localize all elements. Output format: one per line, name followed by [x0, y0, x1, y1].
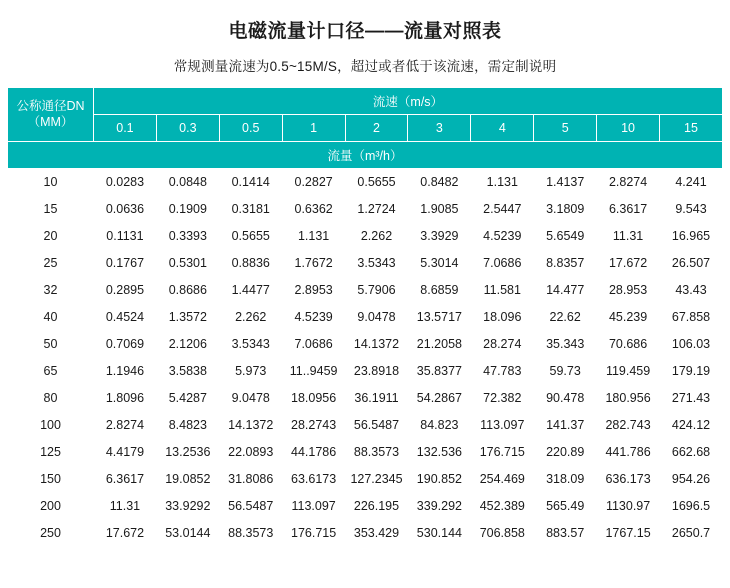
cell-flow: 1.4477 — [219, 277, 282, 304]
cell-flow: 353.429 — [345, 520, 408, 547]
cell-flow: 3.3929 — [408, 223, 471, 250]
cell-flow: 5.3014 — [408, 250, 471, 277]
cell-flow: 113.097 — [471, 412, 534, 439]
cell-flow: 14.477 — [534, 277, 597, 304]
cell-flow: 339.292 — [408, 493, 471, 520]
cell-flow: 0.2827 — [282, 169, 345, 196]
cell-flow: 530.144 — [408, 520, 471, 547]
cell-flow: 3.5343 — [219, 331, 282, 358]
cell-flow: 90.478 — [534, 385, 597, 412]
cell-flow: 53.0144 — [156, 520, 219, 547]
table-row — [8, 169, 723, 196]
page-subtitle: 常规测量流速为0.5~15M/S，超过或者低于该流速，需定制说明 — [173, 59, 557, 74]
velocity-col-9: 15 — [660, 115, 723, 142]
cell-flow: 88.3573 — [345, 439, 408, 466]
cell-flow: 220.89 — [534, 439, 597, 466]
cell-dn: 250 — [8, 520, 94, 547]
cell-flow: 0.8686 — [156, 277, 219, 304]
cell-flow: 59.73 — [534, 358, 597, 385]
cell-flow: 0.4524 — [94, 304, 157, 331]
cell-flow: 0.0848 — [156, 169, 219, 196]
cell-flow: 11.31 — [94, 493, 157, 520]
cell-flow: 56.5487 — [219, 493, 282, 520]
cell-flow: 5.7906 — [345, 277, 408, 304]
cell-flow: 4.4179 — [94, 439, 157, 466]
cell-flow: 2.8274 — [94, 412, 157, 439]
cell-flow: 706.858 — [471, 520, 534, 547]
cell-dn: 25 — [8, 250, 94, 277]
cell-dn: 50 — [8, 331, 94, 358]
header-row-velocity-values — [8, 115, 723, 142]
cell-dn: 20 — [8, 223, 94, 250]
cell-flow: 0.3181 — [219, 196, 282, 223]
cell-flow: 70.686 — [597, 331, 660, 358]
table-row — [8, 223, 723, 250]
cell-flow: 67.858 — [660, 304, 723, 331]
cell-flow: 0.5655 — [219, 223, 282, 250]
cell-flow: 13.5717 — [408, 304, 471, 331]
cell-flow: 0.8836 — [219, 250, 282, 277]
cell-flow: 4.5239 — [282, 304, 345, 331]
cell-flow: 0.0636 — [94, 196, 157, 223]
cell-flow: 5.4287 — [156, 385, 219, 412]
cell-flow: 28.2743 — [282, 412, 345, 439]
cell-flow: 119.459 — [597, 358, 660, 385]
dn-header-line1: 公称通径DN — [16, 98, 85, 113]
table-row — [8, 277, 723, 304]
cell-flow: 56.5487 — [345, 412, 408, 439]
velocity-col-4: 2 — [345, 115, 408, 142]
table-row — [8, 493, 723, 520]
velocity-col-7: 5 — [534, 115, 597, 142]
cell-flow: 23.8918 — [345, 358, 408, 385]
cell-flow: 452.389 — [471, 493, 534, 520]
cell-flow: 1.2724 — [345, 196, 408, 223]
cell-flow: 1.4137 — [534, 169, 597, 196]
cell-flow: 8.8357 — [534, 250, 597, 277]
cell-flow: 113.097 — [282, 493, 345, 520]
cell-dn: 10 — [8, 169, 94, 196]
table-row — [8, 385, 723, 412]
cell-flow: 7.0686 — [471, 250, 534, 277]
cell-flow: 2.8953 — [282, 277, 345, 304]
cell-dn: 15 — [8, 196, 94, 223]
cell-flow: 17.672 — [94, 520, 157, 547]
table-row — [8, 412, 723, 439]
cell-flow: 176.715 — [471, 439, 534, 466]
cell-flow: 226.195 — [345, 493, 408, 520]
cell-flow: 0.6362 — [282, 196, 345, 223]
table-row — [8, 358, 723, 385]
cell-flow: 33.9292 — [156, 493, 219, 520]
cell-flow: 6.3617 — [94, 466, 157, 493]
cell-flow: 132.536 — [408, 439, 471, 466]
cell-flow: 3.1809 — [534, 196, 597, 223]
cell-flow: 28.274 — [471, 331, 534, 358]
velocity-col-1: 0.3 — [156, 115, 219, 142]
cell-flow: 47.783 — [471, 358, 534, 385]
cell-flow: 6.3617 — [597, 196, 660, 223]
cell-flow: 18.0956 — [282, 385, 345, 412]
cell-flow: 63.6173 — [282, 466, 345, 493]
cell-flow: 7.0686 — [282, 331, 345, 358]
cell-flow: 8.6859 — [408, 277, 471, 304]
cell-flow: 36.1911 — [345, 385, 408, 412]
cell-flow: 17.672 — [597, 250, 660, 277]
cell-flow: 45.239 — [597, 304, 660, 331]
cell-flow: 0.1414 — [219, 169, 282, 196]
cell-flow: 5.973 — [219, 358, 282, 385]
cell-flow: 0.7069 — [94, 331, 157, 358]
table-row — [8, 250, 723, 277]
velocity-header-cell: 流速（m/s） — [94, 88, 723, 115]
velocity-col-8: 10 — [597, 115, 660, 142]
table-row — [8, 520, 723, 547]
cell-flow: 254.469 — [471, 466, 534, 493]
cell-flow: 22.0893 — [219, 439, 282, 466]
cell-flow: 1.9085 — [408, 196, 471, 223]
cell-flow: 54.2867 — [408, 385, 471, 412]
cell-flow: 14.1372 — [219, 412, 282, 439]
cell-flow: 35.8377 — [408, 358, 471, 385]
cell-flow: 190.852 — [408, 466, 471, 493]
flow-band-row — [8, 142, 723, 169]
velocity-col-2: 0.5 — [219, 115, 282, 142]
table-row — [8, 196, 723, 223]
cell-flow: 88.3573 — [219, 520, 282, 547]
velocity-col-6: 4 — [471, 115, 534, 142]
cell-flow: 19.0852 — [156, 466, 219, 493]
table-row — [8, 331, 723, 358]
cell-flow: 0.1767 — [94, 250, 157, 277]
page-title: 电磁流量计口径——流量对照表 — [228, 21, 502, 42]
table-row — [8, 304, 723, 331]
cell-flow: 2.8274 — [597, 169, 660, 196]
cell-flow: 0.8482 — [408, 169, 471, 196]
cell-flow: 11.31 — [597, 223, 660, 250]
cell-flow: 1767.15 — [597, 520, 660, 547]
cell-flow: 1.7672 — [282, 250, 345, 277]
cell-flow: 8.4823 — [156, 412, 219, 439]
cell-flow: 21.2058 — [408, 331, 471, 358]
cell-flow: 9.543 — [660, 196, 723, 223]
flow-band-label: 流量（m³/h） — [8, 142, 723, 169]
cell-flow: 3.5343 — [345, 250, 408, 277]
cell-flow: 16.965 — [660, 223, 723, 250]
cell-flow: 43.43 — [660, 277, 723, 304]
cell-flow: 1.3572 — [156, 304, 219, 331]
cell-flow: 4.241 — [660, 169, 723, 196]
cell-flow: 0.5301 — [156, 250, 219, 277]
cell-flow: 180.956 — [597, 385, 660, 412]
cell-dn: 65 — [8, 358, 94, 385]
cell-flow: 565.49 — [534, 493, 597, 520]
header-row-velocity — [8, 88, 723, 115]
cell-flow: 179.19 — [660, 358, 723, 385]
cell-flow: 2650.7 — [660, 520, 723, 547]
flow-comparison-table — [7, 87, 723, 547]
velocity-col-5: 3 — [408, 115, 471, 142]
cell-flow: 35.343 — [534, 331, 597, 358]
cell-flow: 2.262 — [219, 304, 282, 331]
cell-flow: 22.62 — [534, 304, 597, 331]
cell-flow: 662.68 — [660, 439, 723, 466]
cell-flow: 441.786 — [597, 439, 660, 466]
cell-dn: 125 — [8, 439, 94, 466]
cell-dn: 100 — [8, 412, 94, 439]
cell-dn: 32 — [8, 277, 94, 304]
cell-flow: 1130.97 — [597, 493, 660, 520]
cell-flow: 5.6549 — [534, 223, 597, 250]
cell-flow: 31.8086 — [219, 466, 282, 493]
cell-flow: 44.1786 — [282, 439, 345, 466]
cell-flow: 26.507 — [660, 250, 723, 277]
cell-flow: 28.953 — [597, 277, 660, 304]
cell-flow: 141.37 — [534, 412, 597, 439]
cell-flow: 13.2536 — [156, 439, 219, 466]
cell-flow: 1.1946 — [94, 358, 157, 385]
table-header — [8, 88, 723, 169]
cell-flow: 318.09 — [534, 466, 597, 493]
cell-flow: 127.2345 — [345, 466, 408, 493]
cell-flow: 1.131 — [471, 169, 534, 196]
cell-flow: 0.5655 — [345, 169, 408, 196]
cell-flow: 9.0478 — [219, 385, 282, 412]
cell-dn: 150 — [8, 466, 94, 493]
dn-header-cell — [8, 88, 94, 142]
cell-flow: 2.1206 — [156, 331, 219, 358]
cell-flow: 72.382 — [471, 385, 534, 412]
cell-flow: 176.715 — [282, 520, 345, 547]
cell-dn: 80 — [8, 385, 94, 412]
table-body — [8, 169, 723, 547]
table-row — [8, 466, 723, 493]
cell-flow: 0.1131 — [94, 223, 157, 250]
cell-flow: 18.096 — [471, 304, 534, 331]
velocity-col-3: 1 — [282, 115, 345, 142]
cell-flow: 0.1909 — [156, 196, 219, 223]
cell-flow: 11.581 — [471, 277, 534, 304]
cell-flow: 11..9459 — [282, 358, 345, 385]
cell-flow: 1.8096 — [94, 385, 157, 412]
cell-flow: 883.57 — [534, 520, 597, 547]
cell-flow: 106.03 — [660, 331, 723, 358]
cell-flow: 636.173 — [597, 466, 660, 493]
cell-flow: 424.12 — [660, 412, 723, 439]
dn-header-line2: （MM） — [27, 114, 74, 129]
cell-flow: 84.823 — [408, 412, 471, 439]
cell-flow: 14.1372 — [345, 331, 408, 358]
cell-dn: 40 — [8, 304, 94, 331]
cell-flow: 2.5447 — [471, 196, 534, 223]
cell-flow: 1.131 — [282, 223, 345, 250]
cell-flow: 271.43 — [660, 385, 723, 412]
cell-flow: 1696.5 — [660, 493, 723, 520]
cell-flow: 282.743 — [597, 412, 660, 439]
cell-flow: 0.0283 — [94, 169, 157, 196]
table-row — [8, 439, 723, 466]
cell-dn: 200 — [8, 493, 94, 520]
cell-flow: 0.2895 — [94, 277, 157, 304]
velocity-col-0: 0.1 — [94, 115, 157, 142]
cell-flow: 9.0478 — [345, 304, 408, 331]
cell-flow: 0.3393 — [156, 223, 219, 250]
cell-flow: 2.262 — [345, 223, 408, 250]
cell-flow: 3.5838 — [156, 358, 219, 385]
cell-flow: 4.5239 — [471, 223, 534, 250]
cell-flow: 954.26 — [660, 466, 723, 493]
